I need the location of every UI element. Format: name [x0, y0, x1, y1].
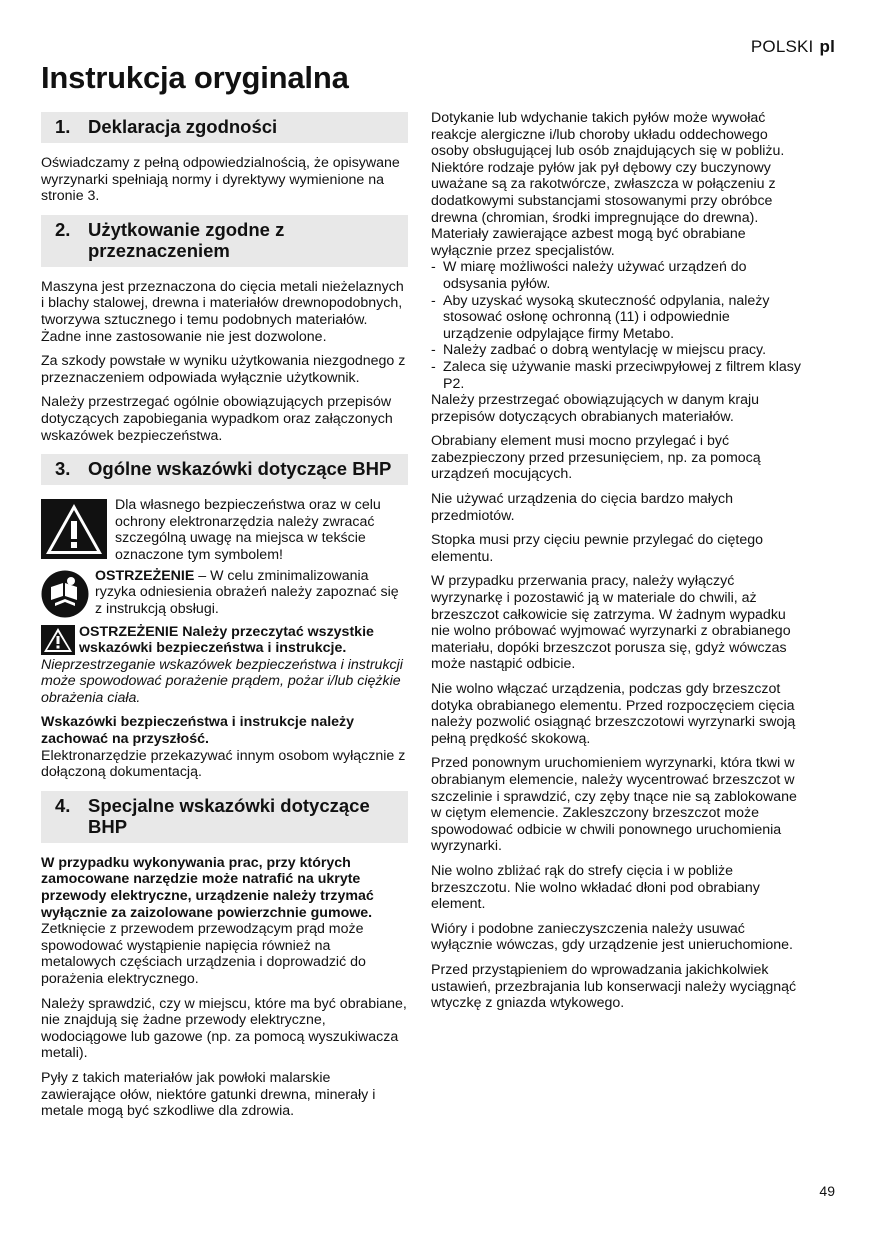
paragraph: Nie wolno zbliżać rąk do strefy cięcia i w pobliże brzeszczotu. Nie wolno wkładać dłoni pod obrabiany element.: [431, 862, 760, 913]
section-number: 2.: [55, 218, 71, 240]
paragraph: Obrabiany element musi mocno przylegać i być zabezpieczony przed przesunięciem, np. za pomocą urządzeń mocujących.: [431, 433, 761, 483]
paragraph: Wióry i podobne zanieczyszczenia należy usuwać wyłącznie wówczas, gdy urządzenie jest unieruchomione.: [431, 920, 793, 954]
paragraph: Przed przystąpieniem do wprowadzania jakichkolwiek ustawień, przezbrajania lub konserwacji należy wyciągnąć wtyczkę z gniazda wtykowego.: [431, 961, 797, 1012]
read-manual-text: [95, 568, 408, 618]
paragraph: Nie używać urządzenia do cięcia bardzo małych przedmiotów.: [431, 491, 734, 524]
section-1-heading: [41, 112, 408, 143]
keep-text: Elektronarzędzie przekazywać innym osobom wyłącznie z dołączoną dokumentacją.: [41, 747, 406, 781]
section-3-heading: [41, 454, 408, 485]
warning-small-icon: [41, 625, 75, 655]
section-number: 4.: [55, 794, 71, 816]
paragraph: Niektóre rodzaje pyłów jak pył dębowy czy buczynowy uważane są za rakotwórcze, zwłaszcza w połączeniu z dodatkowymi substancjami stosowanymi przy obróbce drewna (chromian, środki impregnujące do drewna). Materiały zawierające azbest mogą być obrabiane wyłącznie przez specjalistów.: [431, 159, 776, 259]
page-number: 49: [819, 1183, 835, 1199]
paragraph: Maszyna jest przeznaczona do cięcia metali nieżelaznych i blachy stalowej, drewna i materiałów drewnopodobnych, tworzywa sztucznego i temu podobnych materiałów. Żadne inne zastosowanie nie jest dozwolone.: [41, 278, 404, 345]
hidden-wires-warning: W przypadku wykonywania prac, przy których zamocowane narzędzie może natrafić na ukryte przewody elektryczne, urządzenie należy trzymać wyłącznie za zaizolowane powierzchnie gumowe.: [41, 854, 374, 921]
paragraph: Należy przestrzegać ogólnie obowiązujących przepisów dotyczących zapobiegania wypadkom oraz załączonych wskazówek bezpieczeństwa.: [41, 394, 393, 444]
paragraph: Za szkody powstałe w wyniku użytkowania niezgodnego z przeznaczeniem odpowiada wyłącznie użytkownik.: [41, 353, 406, 386]
warning-heading: OSTRZEŻENIE Należy przeczytać wszystkie wskazówki bezpieczeństwa i instrukcje.: [79, 623, 374, 657]
paragraph: Dotykanie lub wdychanie takich pyłów może wywołać reakcje alergiczne i/lub choroby układu oddechowego osoby obsługującej lub osób znajdujących się w pobliżu.: [431, 110, 785, 160]
keep-instructions: [41, 714, 408, 780]
list-dash: -: [431, 358, 436, 375]
warning-paragraph: [41, 624, 408, 707]
list-item-text: Należy zadbać o dobrą wentylację w miejscu pracy.: [443, 342, 767, 359]
paragraph: W przypadku przerwania pracy, należy wyłączyć wyrzynarkę i pozostawić ją w materiale do chwili, aż brzeszczot całkowicie się zatrzyma. W żadnym wypadku nie wolno próbować wyjmować wyrzynarki z obrabianego materiału, dopóki brzeszczot porusza się, gdyż wówczas może nastąpić odbicie.: [431, 573, 791, 673]
paragraph: Należy przestrzegać obowiązujących w danym kraju przepisów dotyczących obrabianych materiałów.: [431, 392, 760, 425]
safety-symbol-note: [41, 497, 408, 563]
read-manual-note: [41, 568, 408, 618]
list-item-text: Aby uzyskać wysoką skuteczność odpylania, należy stosować osłonę ochronną (11) i odpowiednie urządzenie odpylające firmy Metabo.: [443, 292, 770, 342]
list-item: [431, 342, 803, 359]
section-title: Ogólne wskazówki dotyczące BHP: [88, 458, 392, 480]
read-manual-icon: [41, 570, 89, 618]
paragraph: Przed ponownym uruchomieniem wyrzynarki, która tkwi w obrabianym elemencie, należy wycentrować brzeszczot w szczelinie i sprawdzić, czy zęby tnące nie są zablokowane w ciętym elemencie. Zakleszczony brzeszczot może spowodować odbicie w chwili ponownego uruchomienia wyrzynarki.: [431, 755, 797, 855]
language-header: [751, 37, 835, 57]
language-code: pl: [819, 37, 835, 56]
keep-heading: Wskazówki bezpieczeństwa i instrukcje należy zachować na przyszłość.: [41, 714, 355, 748]
left-column: [41, 112, 408, 1128]
section-2-heading: [41, 215, 408, 267]
paragraph: [41, 855, 408, 988]
warning-triangle-icon: [41, 499, 107, 559]
list-item-text: W miarę możliwości należy używać urządzeń do odsysania pyłów.: [443, 259, 747, 292]
declaration-text: Oświadczamy z pełną odpowiedzialnością, że opisywane wyrzynarki spełniają normy i dyrektywy wymienione na stronie 3.: [41, 155, 400, 205]
section-number: 3.: [55, 458, 71, 480]
paragraph: Stopka musi przy cięciu pewnie przylegać do ciętego elementu.: [431, 532, 763, 565]
page-title: Instrukcja oryginalna: [41, 60, 349, 95]
paragraph: Należy sprawdzić, czy w miejscu, które ma być obrabiane, nie znajdują się żadne przewody elektryczne, wodociągowe lub gazowe (np. za pomocą wyszukiwacza metali).: [41, 995, 407, 1062]
hidden-wires-text: Zetknięcie z przewodem przewodzącym prąd może spowodować wystąpienie napięcia również na metalowych częściach urządzenia i doprowadzić do porażenia elektrycznego.: [41, 921, 366, 987]
paragraph: Nie wolno włączać urządzenia, podczas gdy brzeszczot dotyka obrabianego elementu. Przed rozpoczęciem cięcia należy pozwolić osiągnąć brzeszczotowi wyrzynarki swoją pełną prędkość skokową.: [431, 681, 796, 747]
section-title: Użytkowanie zgodne z przeznaczeniem: [88, 218, 285, 261]
read-manual-body: – W celu zminimalizowania ryzyka odniesienia obrażeń należy zapoznać się z instrukcją obsługi.: [95, 567, 399, 617]
section-title: Specjalne wskazówki dotyczące BHP: [88, 794, 370, 837]
language-label: POLSKI: [750, 37, 814, 56]
warning-label: OSTRZEŻENIE: [95, 567, 195, 584]
list-dash: -: [431, 259, 436, 276]
paragraph: Pyły z takich materiałów jak powłoki malarskie zawierające ołów, niektóre gatunki drewna, minerały i metale mogą być szkodliwe dla zdrowia.: [41, 1069, 376, 1120]
list-dash: -: [431, 292, 436, 309]
symbol-explanation: Dla własnego bezpieczeństwa oraz w celu ochrony elektronarzędzia należy zwracać szczególną uwagę na miejsca w tekście oznaczone tym symbolem!: [115, 497, 381, 563]
section-number: 1.: [55, 116, 71, 137]
section-4-heading: [41, 791, 408, 843]
warning-consequence: Nieprzestrzeganie wskazówek bezpieczeństwa i instrukcji może spowodować porażenie prądem, pożar i/lub ciężkie obrażenia ciała.: [41, 656, 403, 706]
list-item: [431, 359, 803, 392]
list-dash: -: [431, 342, 436, 359]
section-title: Deklaracja zgodności: [88, 116, 278, 137]
list-item: [431, 259, 803, 292]
list-item-text: Zaleca się używanie maski przeciwpyłowej z filtrem klasy P2.: [443, 358, 801, 392]
list-item: [431, 293, 803, 343]
right-column: [431, 110, 803, 1020]
